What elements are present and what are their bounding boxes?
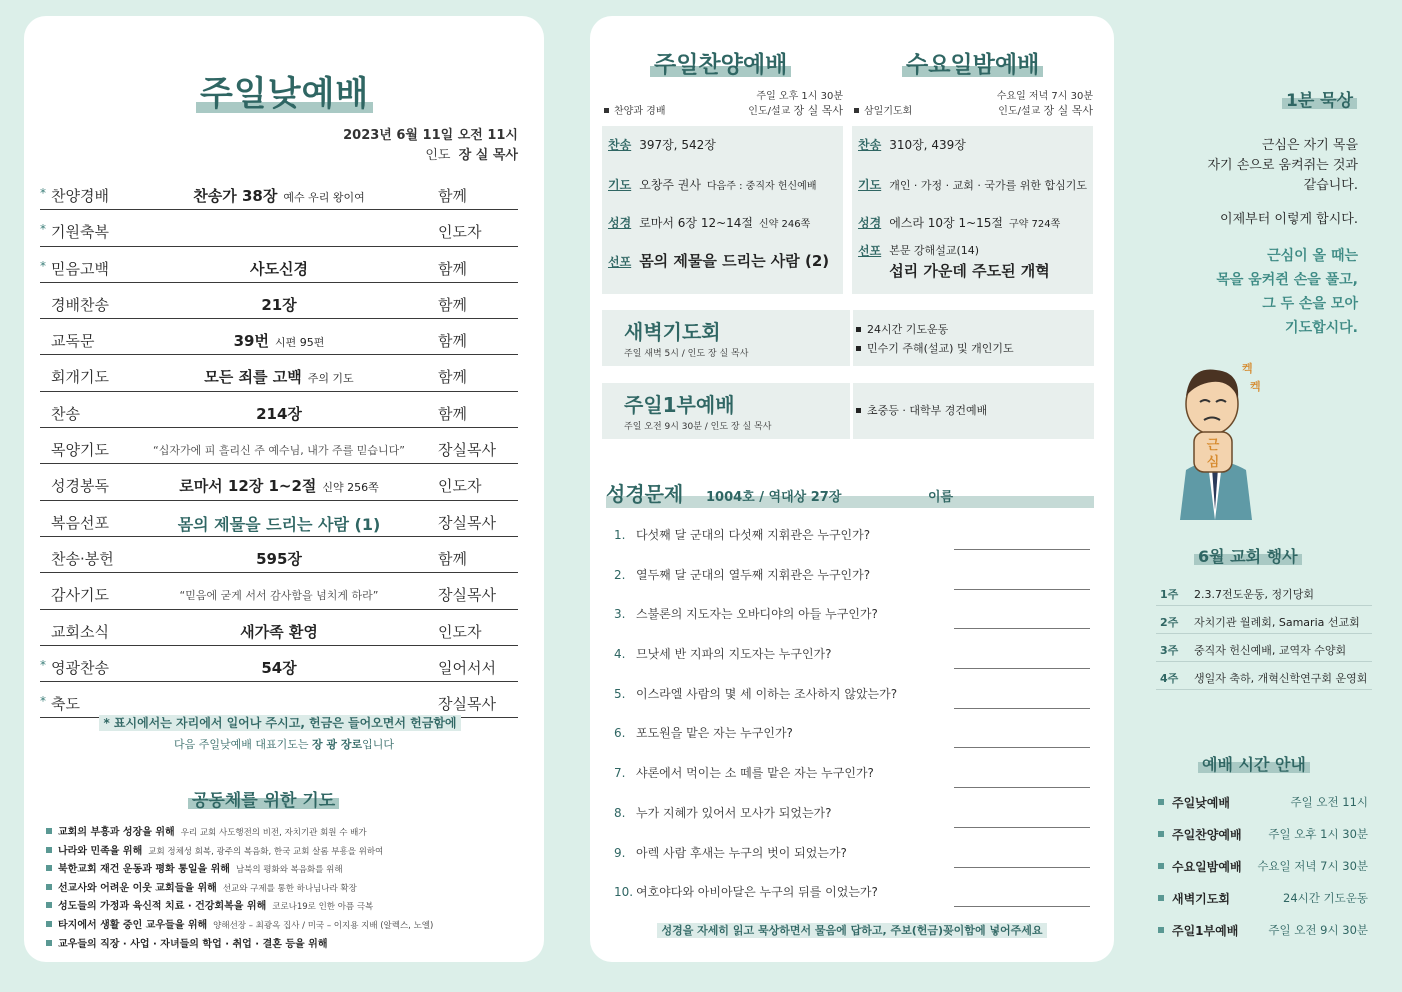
afternoon-service-kind: 찬양과 경배 [604, 102, 665, 117]
order-item-sub: 시편 95편 [275, 336, 325, 350]
worship-order-row [40, 174, 518, 210]
order-item-responsible: 장실목사 [438, 695, 496, 714]
quiz-question: 2. 열두째 달 군대의 열두째 지휘관은 누구인가? [614, 566, 1094, 606]
events-title: 6월 교회 행사 [1198, 544, 1298, 567]
worship-order-row [40, 646, 518, 682]
worship-order-row [40, 573, 518, 609]
meditation-line: 이제부터 이렇게 합시다. [1220, 212, 1358, 227]
wednesday-hymn: 찬송 310장, 439장 [858, 138, 966, 152]
first-service-notes [856, 401, 987, 420]
answer-line [954, 827, 1090, 828]
order-item-name: 찬양경배 [51, 187, 109, 205]
dawn-prayer-sub: 주일 새벽 5시 / 인도 장 실 목사 [624, 349, 749, 359]
first-service-note: 초중등 · 대학부 경건예배 [856, 401, 987, 420]
bible-quiz-name-label: 이름 [928, 490, 954, 505]
dawn-note: 24시간 기도운동 [856, 320, 1014, 339]
meditation-line: 자기 손으로 움켜쥐는 것과 [1207, 158, 1358, 173]
quiz-question: 9. 아렉 사람 후새는 누구의 벗이 되었는가? [614, 844, 1094, 884]
illustration-cough-1: 켁 [1242, 362, 1253, 375]
order-item-responsible: 함께 [438, 187, 467, 205]
order-item-name: 교독문 [51, 332, 95, 351]
service-times-title: 예배 시간 안내 [1202, 752, 1306, 775]
answer-line [954, 747, 1090, 748]
dawn-prayer-box [602, 310, 1094, 366]
worship-order-row [40, 682, 518, 718]
wednesday-service-details [852, 126, 1093, 294]
bible-quiz-title: 성경문제 [606, 482, 684, 506]
wednesday-scripture: 성경 에스라 10장 1~15절 구약 724쪽 [858, 216, 1061, 230]
order-item-content: 몸의 제물을 드리는 사람 (1) [177, 514, 381, 534]
quiz-question: 10. 여호야다와 아비아달은 누구의 뒤를 이었는가? [614, 883, 1094, 923]
order-item-name: 믿음고백 [51, 259, 109, 278]
order-item-name: 회개기도 [51, 368, 109, 387]
quiz-question: 3. 스불론의 지도자는 오바디야의 아들 누구인가? [614, 605, 1094, 645]
prayer-item: 선교사와 어려운 이웃 교회들을 위해 선교와 구제를 통한 하나님나라 확장 [46, 880, 536, 899]
order-item-responsible: 함께 [438, 404, 467, 423]
prayer-item: 교회의 부흥과 성장을 위해 우리 교회 사도행전의 비전, 자치기관 회원 수 배가 [46, 824, 536, 843]
illustration-hand-text-2: 심 [1206, 455, 1220, 470]
order-item-name: 영광찬송 [51, 658, 109, 677]
order-item-name: 축도 [51, 695, 80, 714]
answer-line [954, 906, 1090, 907]
event-item: 2주 자치기관 월례회, Samaria 선교회 [1156, 606, 1372, 634]
stand-marker: * [40, 657, 46, 672]
service-time-item: 수요일밤예배 수요일 저녁 7시 30분 [1156, 856, 1368, 888]
order-item-responsible: 장실목사 [438, 441, 496, 460]
meditation-line: 그 두 손을 모아 [1262, 296, 1358, 312]
wednesday-service-header [852, 86, 1093, 124]
worship-order-row [40, 501, 518, 537]
order-item-responsible: 장실목사 [438, 513, 496, 532]
stand-marker: * [40, 186, 46, 200]
stand-marker: * [40, 222, 46, 237]
order-item-content: 21장 [261, 295, 297, 314]
order-item-name: 찬송 [51, 404, 80, 423]
order-item-content: “믿음에 굳게 서서 감사함을 넘치게 하라” [179, 589, 379, 603]
event-item: 3주 중직자 헌신예배, 교역자 수양회 [1156, 634, 1372, 662]
prayer-item: 북한교회 재건 운동과 평화 통일을 위해 남북의 평화와 복음화를 위해 [46, 861, 536, 880]
meditation-line: 기도합시다. [1285, 320, 1358, 336]
meditation-title: 1분 묵상 [1286, 86, 1353, 111]
stand-marker: * [40, 694, 46, 709]
community-prayer-list [46, 824, 536, 953]
wednesday-sermon: 선포 본문 강해설교(14) 섭리 가운데 주도된 개혁 [858, 244, 1050, 280]
order-item-content: “십자가에 피 흘리신 주 예수님, 내가 주를 믿습니다” [153, 444, 405, 458]
worship-order-row [40, 210, 518, 246]
order-item-sub: 주의 기도 [307, 372, 354, 386]
order-item-responsible: 일어서서 [438, 658, 496, 677]
order-item-content: 새가족 환영 [240, 622, 318, 641]
order-item-name: 기원축복 [51, 223, 109, 242]
service-time-item: 주일낮예배 주일 오전 11시 [1156, 792, 1368, 824]
meditation-line: 같습니다. [1303, 178, 1358, 193]
order-item-responsible: 인도자 [438, 477, 482, 496]
order-item-name: 찬송·봉헌 [51, 549, 114, 568]
order-item-responsible: 함께 [438, 368, 467, 387]
prayer-item: 성도들의 가정과 육신적 치료 · 건강회복을 위해 코로나19로 인한 아픔 극복 [46, 898, 536, 917]
stand-note: * 표시에서는 자리에서 일어나 주시고, 헌금은 들어오면서 헌금함에 [94, 714, 466, 731]
service-times-list [1156, 792, 1368, 952]
worship-order-row [40, 428, 518, 464]
afternoon-sermon: 선포 몸의 제물을 드리는 사람 (2) [608, 252, 830, 270]
quiz-question: 6. 포도원을 맡은 자는 누구인가? [614, 724, 1094, 764]
order-item-responsible: 함께 [438, 332, 467, 351]
representative-prayer-note: 다음 주일낮예배 대표기도는 장 광 장로입니다 [173, 738, 395, 751]
worship-order-row [40, 537, 518, 573]
first-service-box [602, 383, 1094, 439]
answer-line [954, 628, 1090, 629]
first-service-title: 주일1부예배 [624, 393, 735, 417]
first-service-sub: 주일 오전 9시 30분 / 인도 장 실 목사 [624, 422, 772, 432]
worship-order-row [40, 355, 518, 391]
prayer-item: 교우들의 직장 · 사업 · 자녀들의 학업 · 취업 · 결혼 등을 위해 [46, 936, 536, 954]
order-item-name: 경배찬송 [51, 295, 109, 314]
quiz-question: 5. 이스라엘 사람의 몇 세 이하는 조사하지 않았는가? [614, 685, 1094, 725]
afternoon-service-title: 주일찬양예배 [654, 46, 787, 79]
answer-line [954, 589, 1090, 590]
dawn-prayer-notes [856, 320, 1014, 358]
events-list [1156, 578, 1372, 690]
order-item-responsible: 인도자 [438, 223, 482, 242]
order-item-name: 감사기도 [51, 586, 109, 605]
answer-line [954, 708, 1090, 709]
right-column [1142, 16, 1382, 962]
quiz-question: 1. 다섯째 달 군대의 다섯째 지휘관은 누구인가? [614, 526, 1094, 566]
dawn-prayer-title: 새벽기도회 [624, 320, 721, 344]
quiz-question: 4. 므낫세 반 지파의 지도자는 누구인가? [614, 645, 1094, 685]
order-item-name: 성경봉독 [51, 477, 109, 496]
afternoon-prayer: 기도 오창주 권사 다음주 : 중직자 헌신예배 [608, 178, 817, 192]
service-time-item: 주일찬양예배 주일 오후 1시 30분 [1156, 824, 1368, 856]
afternoon-service-details [602, 126, 843, 294]
worship-order-list [40, 174, 518, 718]
sunday-service-panel [24, 16, 544, 962]
worship-order-row [40, 610, 518, 646]
prayer-item: 타지에서 생활 중인 교우들을 위해 양해선장 – 최광옥 집사 / 미국 – 이지용 지배 (알렉스, 노엘) [46, 917, 536, 936]
worship-order-row [40, 283, 518, 319]
stand-marker: * [40, 258, 46, 273]
worship-order-row [40, 319, 518, 355]
services-quiz-panel [590, 16, 1114, 962]
bible-quiz-header [606, 478, 1094, 512]
wednesday-service-title: 수요일밤예배 [906, 46, 1039, 79]
sunday-service-date: 2023년 6월 11일 오전 11시 [343, 128, 518, 143]
bible-quiz-info: 1004호 / 역대상 27장 [706, 490, 842, 505]
event-item: 4주 생일자 축하, 개혁신학연구회 운영회 [1156, 662, 1372, 690]
order-item-name: 목양기도 [51, 441, 109, 460]
order-item-content: 595장 [256, 549, 302, 568]
meditation-line: 근심이 올 때는 [1267, 248, 1358, 264]
worship-order-row [40, 247, 518, 283]
bible-quiz-footer: 성경을 자세히 읽고 묵상하면서 물음에 답하고, 주보(헌금)꽂이함에 넣어주세요 [590, 922, 1114, 938]
order-item-content: 찬송가 38장 예수 우리 왕이여 [193, 187, 365, 205]
order-item-content: 로마서 12장 1~2절 신약 256쪽 [179, 477, 379, 496]
order-item-content: 모든 죄를 고백 주의 기도 [204, 368, 354, 387]
worried-man-illustration [1150, 340, 1280, 520]
illustration-cough-2: 켁 [1250, 380, 1261, 393]
wednesday-service-kind: 삼일기도회 [854, 102, 912, 117]
order-item-responsible: 인도자 [438, 622, 482, 641]
order-item-responsible: 함께 [438, 295, 467, 314]
service-time-item: 새벽기도회 24시간 기도운동 [1156, 888, 1368, 920]
order-item-content: 214장 [256, 404, 302, 423]
worship-order-row [40, 392, 518, 428]
afternoon-service-header [602, 86, 843, 124]
afternoon-hymn: 찬송 397장, 542장 [608, 138, 716, 152]
order-item-content: 39번 시편 95편 [233, 332, 325, 351]
afternoon-service-time: 주일 오후 1시 30분 인도/설교 장 실 목사 [748, 91, 843, 117]
quiz-question: 8. 누가 지혜가 있어서 모사가 되었는가? [614, 804, 1094, 844]
meditation-line: 목을 움켜쥔 손을 풀고, [1216, 272, 1358, 288]
answer-line [954, 549, 1090, 550]
sunday-service-leader: 인도 장 실 목사 [425, 148, 518, 163]
event-item: 1주 2.3.7전도운동, 정기당회 [1156, 578, 1372, 606]
dawn-note: 민수기 주해(설교) 및 개인기도 [856, 339, 1014, 358]
community-prayer-title: 공동체를 위한 기도 [192, 786, 335, 811]
worship-order-row [40, 464, 518, 500]
service-time-item: 주일1부예배 주일 오전 9시 30분 [1156, 920, 1368, 952]
order-item-sub: 예수 우리 왕이여 [283, 191, 365, 204]
wednesday-prayer: 기도 개인 · 가정 · 교회 · 국가를 위한 합심기도 [858, 178, 1088, 192]
meditation-line: 근심은 자기 목을 [1261, 138, 1358, 153]
bible-quiz-list [614, 526, 1094, 923]
order-item-name: 교회소식 [51, 622, 109, 641]
order-item-content: 54장 [261, 658, 297, 677]
answer-line [954, 787, 1090, 788]
quiz-question: 7. 샤론에서 먹이는 소 떼를 맡은 자는 누구인가? [614, 764, 1094, 804]
sunday-service-title: 주일낮예배 [200, 66, 369, 115]
order-item-responsible: 장실목사 [438, 586, 496, 605]
wednesday-service-time: 수요일 저녁 7시 30분 인도/설교 장 실 목사 [996, 91, 1093, 117]
order-item-responsible: 함께 [438, 549, 467, 568]
order-item-name: 복음선포 [51, 513, 109, 532]
order-item-responsible: 함께 [438, 259, 467, 278]
answer-line [954, 867, 1090, 868]
prayer-item: 나라와 민족을 위해 교회 정체성 회복, 광주의 복음화, 한국 교회 살롬 부흥을 위하여 [46, 843, 536, 862]
order-item-sub: 신약 256쪽 [322, 481, 379, 495]
illustration-hand-text-1: 근 [1206, 438, 1220, 453]
order-item-content: 사도신경 [250, 259, 308, 278]
answer-line [954, 668, 1090, 669]
meditation-text [1128, 136, 1358, 340]
afternoon-scripture: 성경 로마서 6장 12~14절 신약 246쪽 [608, 216, 811, 230]
